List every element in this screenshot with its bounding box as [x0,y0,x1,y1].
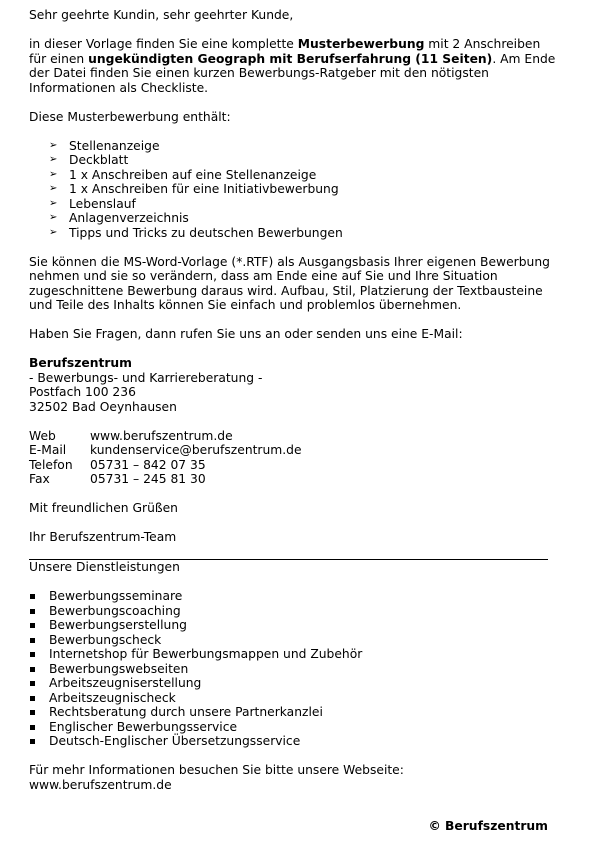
contents-heading: Diese Musterbewerbung enthält: [29,109,231,124]
square-bullet-icon [30,739,35,744]
square-bullet-icon [30,681,35,686]
web-link[interactable]: www.berufszentrum.de [90,428,233,443]
service-item: Bewerbungscheck [29,633,559,648]
phone-value: 05731 – 842 07 35 [90,457,206,472]
contents-item: ➢ 1 x Anschreiben für eine Initiativbewerbung [49,182,339,196]
service-item: Arbeitszeugnischeck [29,691,559,706]
square-bullet-icon [30,623,35,628]
contact-label: Fax [29,472,50,486]
service-item: Internetshop für Bewerbungsmappen und Zubehör [29,647,559,662]
contact-label: Telefon [29,457,73,472]
contents-item: ➢ Anlagenverzeichnis [49,211,189,225]
contents-item: ➢ Deckblatt [49,153,129,167]
square-bullet-icon [30,638,35,643]
service-item: Bewerbungserstellung [29,618,559,633]
contact-label: Web [29,428,56,443]
contact-label: E-Mail [29,443,67,457]
company-subtitle: - Bewerbungs- und Karriereberatung - [29,370,263,385]
closing: Mit freundlichen Grüßen [29,501,178,515]
email-link[interactable]: kundenservice@berufszentrum.de [90,443,302,457]
service-item: Rechtsberatung durch unsere Partnerkanzlei [29,705,559,720]
contact-row [29,443,302,458]
square-bullet-icon [30,696,35,701]
contact-row [29,429,302,444]
service-item: Bewerbungsseminare [29,589,559,604]
service-item: Bewerbungscoaching [29,604,559,619]
contents-item: ➢ Lebenslauf [49,196,136,211]
document-body [29,8,559,792]
intro-text-2: mit 2 Anschreiben für einen [29,37,541,66]
intro-paragraph [29,37,559,95]
contents-item: ➢ 1 x Anschreiben auf eine Stellenanzeige [49,167,317,182]
usage-paragraph: Sie können die MS-Word-Vorlage (*.RTF) als Ausgangsbasis Ihrer eigenen Bewerbung nehmen und sie so verändern, dass am Ende eine auf Sie und Ihre Situation zugeschnittene Bewerbung daraus wird. Aufbau, Stil, Platzierung der Textbausteine und Teile des Inhalts können Sie einfach und problemlos übernehmen. [29,254,550,312]
copyright-notice: © Berufszentrum [428,819,548,833]
arrow-bullet-icon: ➢ [49,226,58,238]
intro-text-3: . Am Ende der Datei finden Sie einen kurzen Bewerbungs-Ratgeber mit den nötigsten Informationen als Checkliste. [29,51,556,95]
square-bullet-icon [30,609,35,614]
services-list [29,589,559,749]
square-bullet-icon [30,594,35,599]
square-bullet-icon [30,652,35,657]
signature: Ihr Berufszentrum-Team [29,530,177,544]
city: 32502 Bad Oeynhausen [29,399,177,414]
arrow-bullet-icon: ➢ [49,154,58,165]
company-name: Berufszentrum [29,356,132,370]
contents-list [29,139,559,241]
service-item: Deutsch-Englischer Übersetzungsservice [29,734,559,749]
footer-info: Für mehr Informationen besuchen Sie bitte unsere Webseite: www.berufszentrum.de [29,763,404,792]
contents-item: ➢ Tipps und Tricks zu deutschen Bewerbungen [49,225,343,240]
square-bullet-icon [30,667,35,672]
service-item: Englischer Bewerbungsservice [29,720,559,735]
contact-row [29,472,302,487]
arrow-bullet-icon: ➢ [49,168,58,180]
service-item: Arbeitszeugniserstellung [29,676,559,691]
intro-bold-1: Musterbewerbung [297,37,425,51]
contact-row [29,458,302,473]
arrow-bullet-icon: ➢ [49,197,58,209]
square-bullet-icon [30,725,35,730]
questions-paragraph: Haben Sie Fragen, dann rufen Sie uns an oder senden uns eine E-Mail: [29,327,463,341]
service-item: Bewerbungswebseiten [29,662,559,677]
postbox: Postfach 100 236 [29,385,136,399]
services-heading: Unsere Dienstleistungen [29,560,180,574]
square-bullet-icon [30,710,35,715]
intro-bold-2: ungekündigten Geograph mit Berufserfahrung (11 Seiten) [88,51,493,66]
fax-value: 05731 – 245 81 30 [90,472,206,486]
arrow-bullet-icon: ➢ [49,212,58,223]
arrow-bullet-icon: ➢ [49,139,58,151]
contact-table [29,429,302,487]
contents-item: ➢ Stellenanzeige [49,138,160,153]
intro-text-1: in dieser Vorlage finden Sie eine komplette [29,37,298,51]
greeting: Sehr geehrte Kundin, sehr geehrter Kunde, [29,8,294,22]
arrow-bullet-icon: ➢ [49,183,58,194]
